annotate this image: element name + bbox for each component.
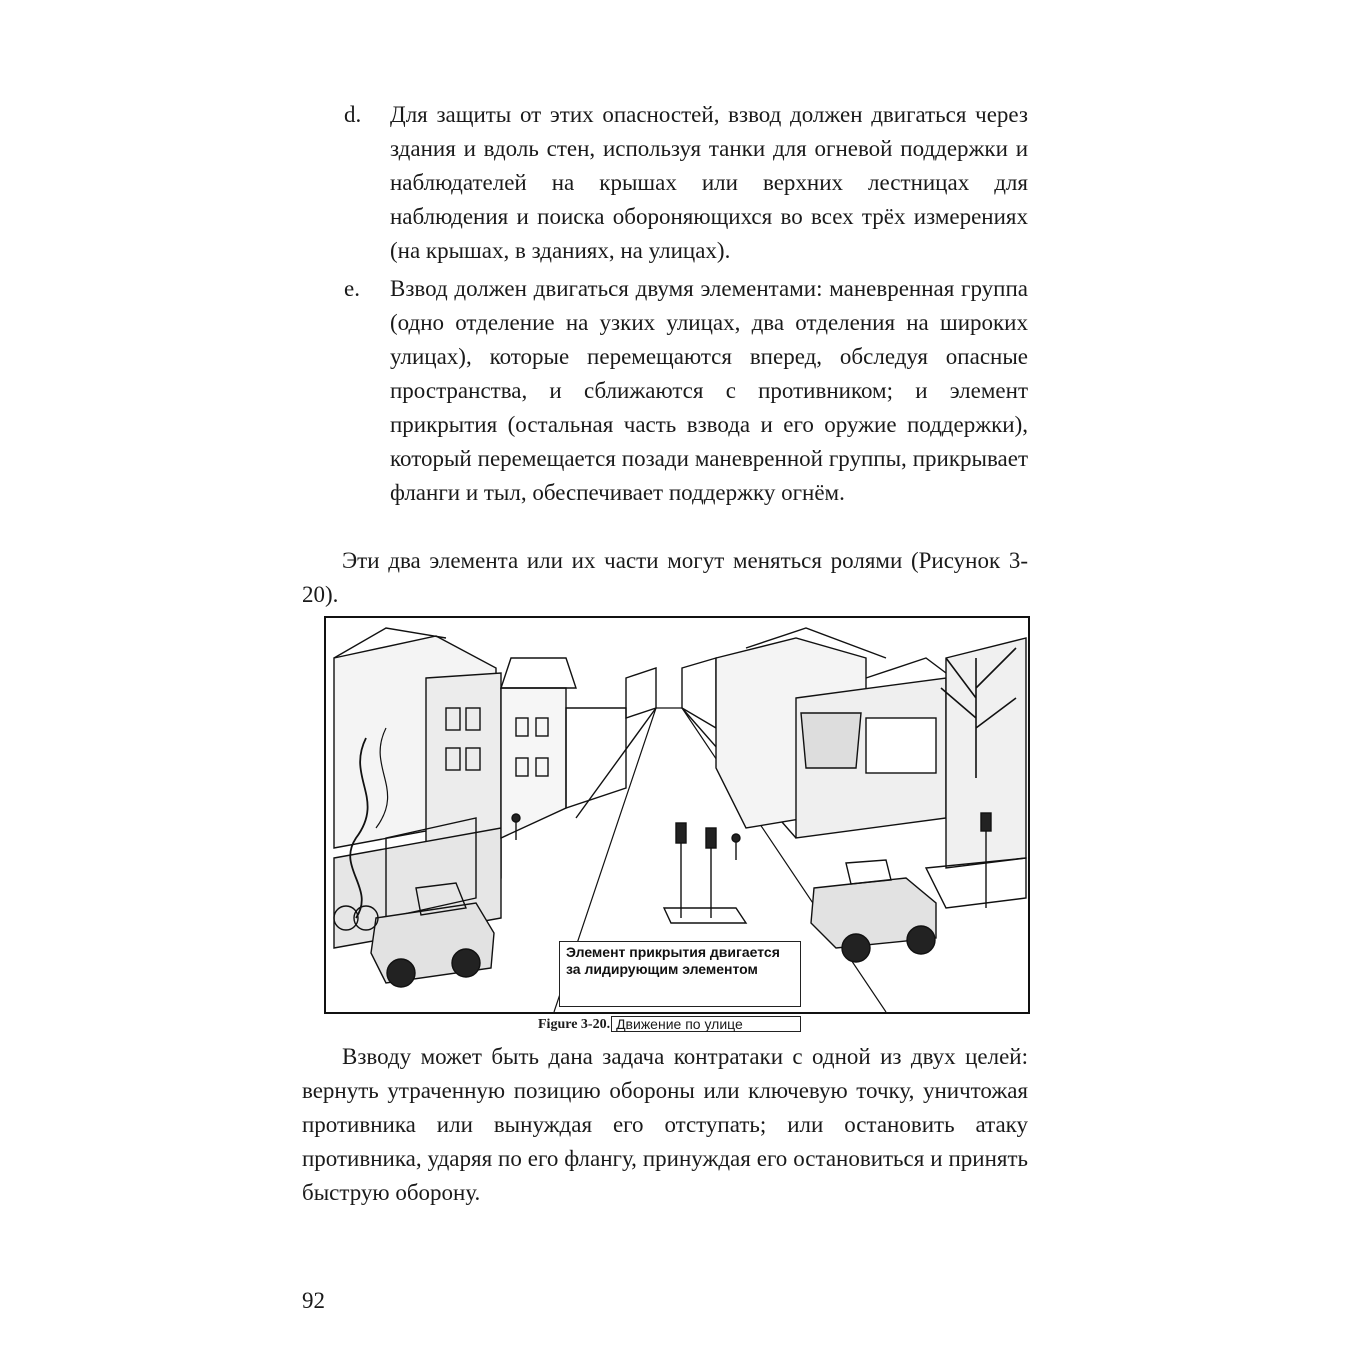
list-item-d xyxy=(302,98,1028,268)
figure-caption xyxy=(538,1016,801,1034)
figure-callout: Элемент прикрытия двигается за лидирующим элементом xyxy=(559,941,801,1007)
list-marker: e. xyxy=(344,276,360,301)
list-item-text: Для защиты от этих опасностей, взвод должен двигаться через здания и вдоль стен, используя танки для огневой поддержки и наблюдателей на крышах или верхних лестницах для наблюдения и поиска обороняющихся во всех трёх измерениях (на крышах, в зданиях, на улицах). xyxy=(390,102,1028,263)
page-number: 92 xyxy=(302,1288,325,1313)
street-movement-illustration xyxy=(324,616,1030,1014)
paragraph-counterattack: Взводу может быть дана задача контратаки с одной из двух целей: вернуть утраченную позицию обороны или ключевую точку, уничтожая противника или вынуждая его отступать; или остановить атаку противника, ударяя по его флангу, принуждая его остановиться и принять быструю оборону. xyxy=(302,1044,1028,1205)
list-item-e xyxy=(302,272,1028,544)
list-item-text: Взвод должен двигаться двумя элементами: маневренная группа (одно отделение на узких улицах, два отделения на широких улицах), которые перемещаются вперед, обследуя опасные пространства, и сближаются с противником; и элемент прикрытия (остальная часть взвода и его оружие поддержки), который перемещается позади маневренной группы, прикрывает фланги и тыл, обеспечивает поддержку огнём. xyxy=(390,276,1028,505)
list-marker: d. xyxy=(344,102,362,127)
paragraph-roles: Эти два элемента или их части могут меняться ролями (Рисунок 3-20). xyxy=(302,548,1028,607)
figure-title: Движение по улице xyxy=(611,1016,801,1032)
figure-number: Figure 3-20. xyxy=(538,1017,611,1032)
